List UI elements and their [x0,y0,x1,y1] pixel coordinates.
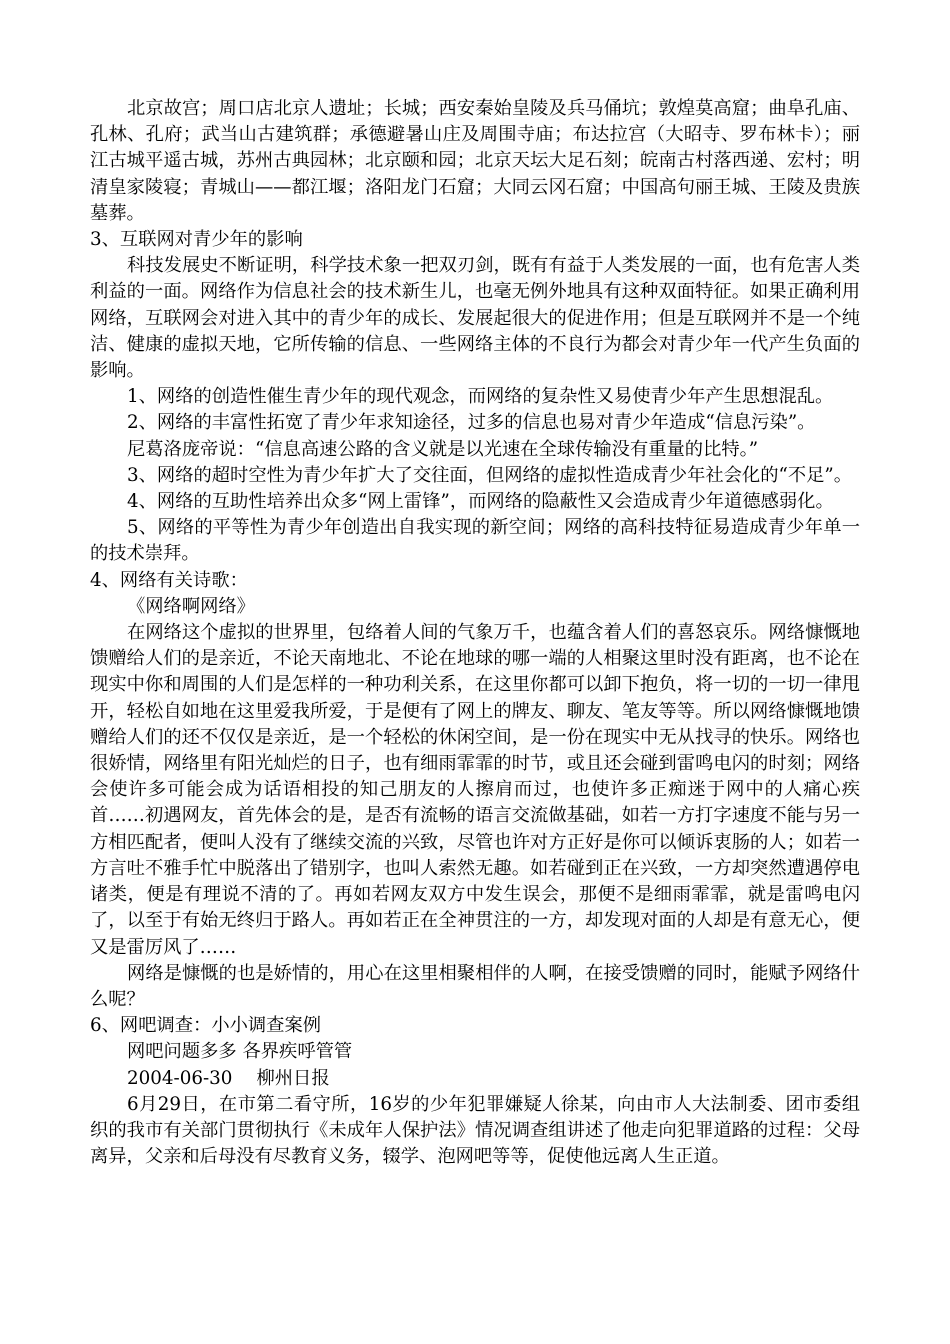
article-title: 网吧问题多多 各界疾呼管管 [127,1041,353,1063]
section3-quote: 尼葛洛庞帝说：“信息高速公路的含义就是以光速在全球传输没有重量的比特。” [127,438,759,460]
article-body-paragraph: 6月29日，在市第二看守所，16岁的少年犯罪嫌疑人徐某，向由市人大法制委、团市委组织的我市有关部门贯彻执行《未成年人保护法》情况调查组讲述了他走向犯罪道路的过程：父母离异，父亲和后母没有尽教育义务，辍学、泡网吧等等，促使他远离人生正道。 [90,1093,860,1168]
document-page [90,96,860,1170]
section4-heading: 4、网络有关诗歌： [90,569,248,591]
heritage-list-paragraph: 北京故宫；周口店北京人遗址；长城；西安秦始皇陵及兵马俑坑；敦煌莫高窟；曲阜孔庙、孔林、孔府；武当山古建筑群；承德避暑山庄及周围寺庙；布达拉宫（大昭寺、罗布林卡）；丽江古城平遥古城，苏州古典园林；北京颐和园；北京天坛大足石刻；皖南古村落西递、宏村；明清皇家陵寝；青城山——都江堰；洛阳龙门石窟；大同云冈石窟；中国高句丽王城、王陵及贵族墓葬。 [90,98,860,224]
section3-item-5: 5、网络的平等性为青少年创造出自我实现的新空间；网络的高科技特征易造成青少年单一的技术崇拜。 [90,517,860,565]
poem-closing-paragraph: 网络是慷慨的也是娇情的，用心在这里相聚相伴的人啊，在接受馈赠的同时，能赋予网络什么呢？ [90,962,860,1010]
section3-item-3: 3、网络的超时空性为青少年扩大了交往面，但网络的虚拟性造成青少年社会化的“不足”。 [127,464,853,486]
section3-item-2: 2、网络的丰富性拓宽了青少年求知途径，过多的信息也易对青少年造成“信息污染”。 [127,412,816,434]
section6-heading: 6、网吧调查：小小调查案例 [90,1015,322,1037]
poem-title: 《网络啊网络》 [127,595,255,617]
poem-body-paragraph: 在网络这个虚拟的世界里，包络着人间的气象万千，也蕴含着人们的喜怒哀乐。网络慷慨地馈赠给人们的是亲近，不论天南地北、不论在地球的哪一端的人相聚这里时没有距离，也不论在现实中你和周围的人们是怎样的一种功利关系，在这里你都可以卸下抱负，将一切的一切一律甩开，轻松自如地在这里爱我所爱，于是便有了网上的牌友、聊友、笔友等等。所以网络慷慨地馈赠给人们的还不仅仅是亲近，是一个轻松的休闲空间，是一份在现实中无从找寻的快乐。网络也很娇情，网络里有阳光灿烂的日子，也有细雨霏霏的时节，或且还会碰到雷鸣电闪的时刻；网络会使许多可能会成为话语相投的知己朋友的人擦肩而过，也使许多正痴迷于网中的人痛心疾首……初遇网友，首先体会的是，是否有流畅的语言交流做基础，如若一方打字速度不能与另一方相匹配者，便叫人没有了继续交流的兴致，尽管也许对方正好是你可以倾诉衷肠的人；如若一方言吐不雅手忙中脱落出了错别字，也叫人索然无趣。如若碰到正在兴致，一方却突然遭遇停电诸类，便是有理说不清的了。再如若网友双方中发生误会，那便不是细雨霏霏，就是雷鸣电闪了，以至于有始无终归于路人。再如若正在全神贯注的一方，却发现对面的人却是有意无心，便又是雷厉风了…… [90,622,860,958]
section3-intro-paragraph: 科技发展史不断证明，科学技术象一把双刃剑，既有有益于人类发展的一面，也有危害人类利益的一面。网络作为信息社会的技术新生儿，也毫无例外地具有这种双面特征。如果正确利用网络，互联网会对进入其中的青少年的成长、发展起很大的促进作用；但是互联网并不是一个纯洁、健康的虚拟天地，它所传输的信息、一些网络主体的不良行为都会对青少年一代产生负面的影响。 [90,255,860,382]
section3-item-4: 4、网络的互助性培养出众多“网上雷锋”，而网络的隐蔽性又会造成青少年道德感弱化。 [127,491,834,513]
section3-item-1: 1、网络的创造性催生青少年的现代观念，而网络的复杂性又易使青少年产生思想混乱。 [127,386,834,408]
article-dateline: 2004-06-30 柳州日报 [127,1067,330,1089]
section3-heading: 3、互联网对青少年的影响 [90,229,303,251]
